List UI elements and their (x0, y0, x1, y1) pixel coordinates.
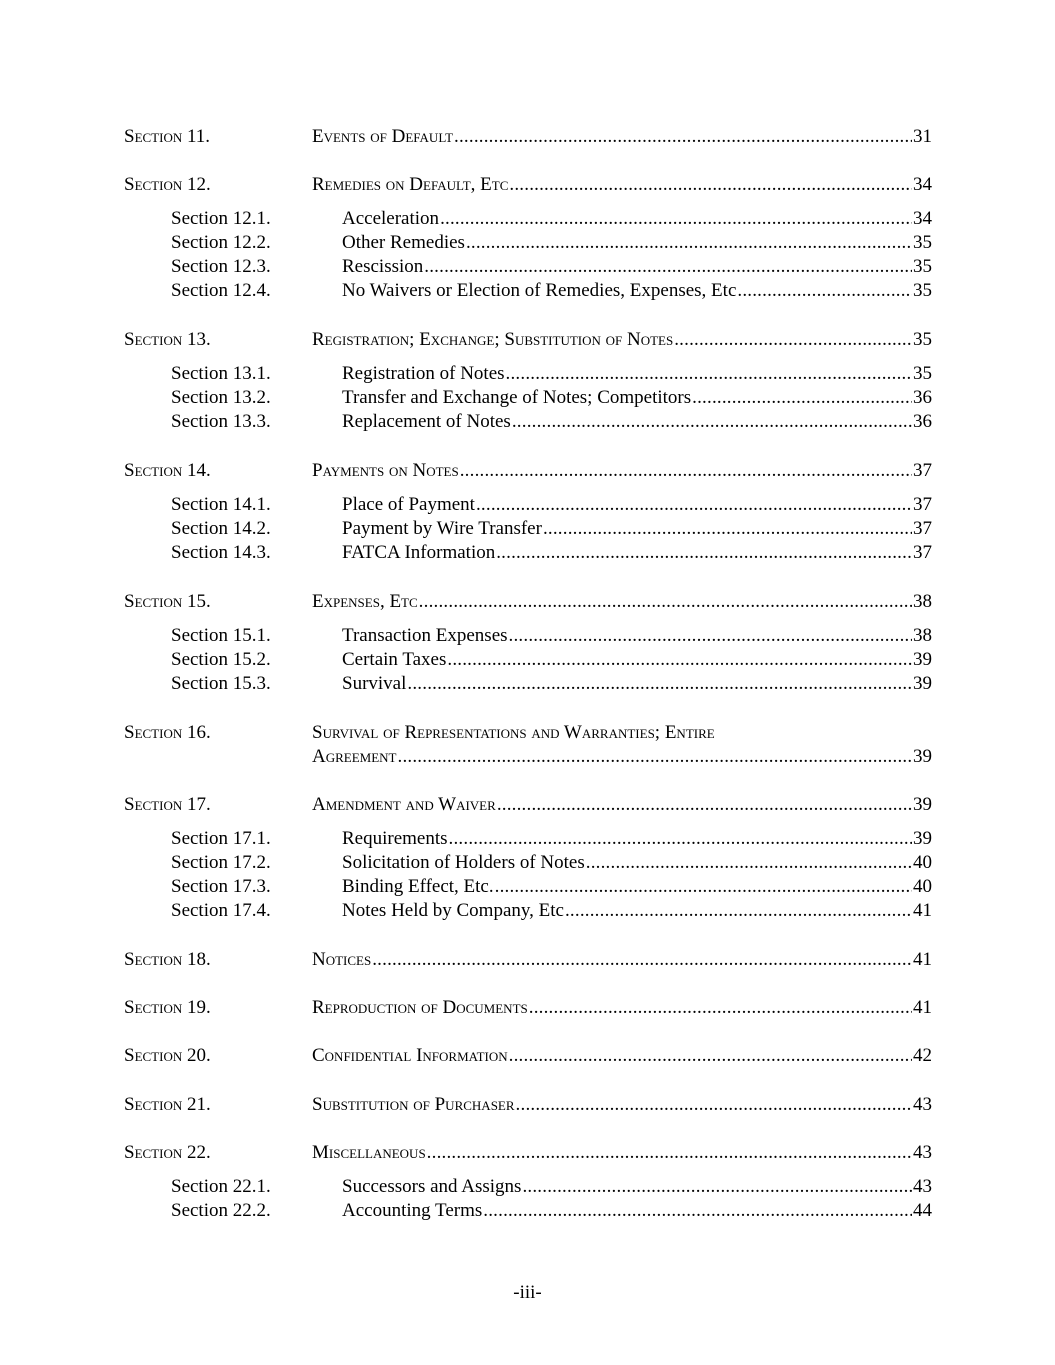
dot-leader (543, 516, 912, 542)
dot-leader (440, 206, 912, 232)
page-number: 37 (913, 494, 932, 515)
section-title-line-1: Survival of Representations and Warranties; Entire (312, 722, 715, 743)
section-title: Payments on Notes (312, 460, 459, 481)
subsection-number: Section 22.1. (171, 1176, 271, 1197)
subsection-title: Payment by Wire Transfer (342, 518, 542, 539)
dot-leader (427, 1140, 912, 1166)
toc-section-11[interactable] (0, 124, 1055, 150)
section-number: Section 20. (124, 1045, 211, 1066)
dot-leader (509, 1043, 912, 1069)
dot-leader (529, 995, 912, 1021)
dot-leader (692, 385, 912, 411)
section-number: Section 21. (124, 1094, 211, 1115)
dot-leader (419, 589, 912, 615)
section-title: Notices (312, 949, 372, 970)
page-number: 38 (913, 625, 932, 646)
toc-section-20[interactable] (0, 1043, 1055, 1069)
page-number: 37 (913, 460, 932, 481)
page-number: 39 (913, 673, 932, 694)
dot-leader (454, 124, 912, 150)
toc-subsection-13-1[interactable] (0, 361, 1055, 387)
page-number: 36 (913, 411, 932, 432)
toc-subsection-14-3[interactable] (0, 540, 1055, 566)
section-title: Remedies on Default, Etc (312, 174, 509, 195)
subsection-number: Section 12.3. (171, 256, 271, 277)
dot-leader (565, 898, 912, 924)
page-number: 43 (913, 1142, 932, 1163)
subsection-title: Notes Held by Company, Etc (342, 900, 564, 921)
section-number: Section 13. (124, 329, 211, 350)
dot-leader (509, 623, 912, 649)
page-number: 39 (913, 746, 932, 767)
toc-subsection-15-2[interactable] (0, 647, 1055, 673)
toc-subsection-22-2[interactable] (0, 1198, 1055, 1224)
page-number: 37 (913, 542, 932, 563)
page-number: 34 (913, 208, 932, 229)
subsection-number: Section 15.1. (171, 625, 271, 646)
page-number: 31 (913, 126, 932, 147)
dot-leader (496, 540, 912, 566)
page-number: 44 (913, 1200, 932, 1221)
subsection-title: Rescission (342, 256, 424, 277)
subsection-number: Section 12.2. (171, 232, 271, 253)
toc-section-13[interactable] (0, 327, 1055, 353)
page-number: 35 (913, 329, 932, 350)
toc-subsection-12-2[interactable] (0, 230, 1055, 256)
page-number: 34 (913, 174, 932, 195)
toc-subsection-12-4[interactable] (0, 278, 1055, 304)
toc-subsection-22-1[interactable] (0, 1174, 1055, 1200)
subsection-number: Section 15.3. (171, 673, 271, 694)
toc-section-16-continued[interactable] (0, 744, 1055, 770)
dot-leader (398, 744, 913, 770)
toc-subsection-12-1[interactable] (0, 206, 1055, 232)
dot-leader (483, 1198, 912, 1224)
page-number: 35 (913, 256, 932, 277)
page-number: 43 (913, 1176, 932, 1197)
page-number: 40 (913, 876, 932, 897)
subsection-title: Survival (342, 673, 407, 694)
subsection-number: Section 13.2. (171, 387, 271, 408)
section-number: Section 16. (124, 722, 211, 743)
subsection-number: Section 17.2. (171, 852, 271, 873)
subsection-title: FATCA Information (342, 542, 496, 563)
page-number: 36 (913, 387, 932, 408)
page-number: 43 (913, 1094, 932, 1115)
toc-subsection-17-1[interactable] (0, 826, 1055, 852)
subsection-title: Transfer and Exchange of Notes; Competitors (342, 387, 692, 408)
section-number: Section 15. (124, 591, 211, 612)
section-number: Section 11. (124, 126, 211, 147)
subsection-number: Section 14.1. (171, 494, 271, 515)
page-number: 39 (913, 828, 932, 849)
subsection-title: Place of Payment (342, 494, 475, 515)
section-number: Section 19. (124, 997, 211, 1018)
toc-subsection-13-2[interactable] (0, 385, 1055, 411)
toc-subsection-15-3[interactable] (0, 671, 1055, 697)
dot-leader (737, 278, 912, 304)
dot-leader (495, 874, 912, 900)
toc-section-22[interactable] (0, 1140, 1055, 1166)
subsection-title: Registration of Notes (342, 363, 505, 384)
section-title: Miscellaneous (312, 1142, 426, 1163)
page-number: 40 (913, 852, 932, 873)
dot-leader (506, 361, 912, 387)
toc-section-16[interactable] (0, 720, 1055, 746)
subsection-number: Section 13.3. (171, 411, 271, 432)
page-footer-number: -iii- (513, 1282, 542, 1303)
subsection-number: Section 22.2. (171, 1200, 271, 1221)
dot-leader (674, 327, 912, 353)
page-number: 39 (913, 794, 932, 815)
page-number: 35 (913, 363, 932, 384)
toc-section-21[interactable] (0, 1092, 1055, 1118)
toc-subsection-17-4[interactable] (0, 898, 1055, 924)
dot-leader (586, 850, 912, 876)
toc-section-15[interactable] (0, 589, 1055, 615)
section-title: Reproduction of Documents (312, 997, 528, 1018)
dot-leader (424, 254, 912, 280)
subsection-title: Other Remedies (342, 232, 465, 253)
page-number: 41 (913, 997, 932, 1018)
subsection-title: Replacement of Notes (342, 411, 511, 432)
section-title: Substitution of Purchaser (312, 1094, 515, 1115)
toc-section-14[interactable] (0, 458, 1055, 484)
dot-leader (372, 947, 912, 973)
toc-subsection-17-2[interactable] (0, 850, 1055, 876)
page-number: 41 (913, 949, 932, 970)
dot-leader (466, 230, 912, 256)
subsection-number: Section 17.3. (171, 876, 271, 897)
toc-subsection-12-3[interactable] (0, 254, 1055, 280)
section-number: Section 14. (124, 460, 211, 481)
subsection-title: Transaction Expenses (342, 625, 508, 646)
section-title: Events of Default (312, 126, 454, 147)
section-title: Registration; Exchange; Substitution of Notes (312, 329, 674, 350)
dot-leader (516, 1092, 912, 1118)
subsection-number: Section 14.3. (171, 542, 271, 563)
dot-leader (512, 409, 912, 435)
subsection-number: Section 14.2. (171, 518, 271, 539)
subsection-title: Requirements (342, 828, 448, 849)
dot-leader (509, 172, 912, 198)
toc-section-17[interactable] (0, 792, 1055, 818)
toc-subsection-14-1[interactable] (0, 492, 1055, 518)
page-number: 35 (913, 280, 932, 301)
subsection-title: No Waivers or Election of Remedies, Expenses, Etc (342, 280, 737, 301)
subsection-number: Section 15.2. (171, 649, 271, 670)
section-number: Section 22. (124, 1142, 211, 1163)
subsection-number: Section 17.1. (171, 828, 271, 849)
dot-leader (522, 1174, 912, 1200)
section-title: Confidential Information (312, 1045, 508, 1066)
page-number: 38 (913, 591, 932, 612)
section-title: Expenses, Etc (312, 591, 418, 612)
page-number: 42 (913, 1045, 932, 1066)
section-number: Section 12. (124, 174, 211, 195)
page-number: 41 (913, 900, 932, 921)
dot-leader (497, 792, 912, 818)
dot-leader (449, 826, 912, 852)
subsection-title: Binding Effect, Etc. (342, 876, 494, 897)
section-title: Amendment and Waiver (312, 794, 496, 815)
page-number: 37 (913, 518, 932, 539)
subsection-title: Accounting Terms (342, 1200, 483, 1221)
subsection-title: Acceleration (342, 208, 440, 229)
dot-leader (476, 492, 912, 518)
toc-subsection-15-1[interactable] (0, 623, 1055, 649)
toc-section-12[interactable] (0, 172, 1055, 198)
dot-leader (407, 671, 912, 697)
subsection-number: Section 13.1. (171, 363, 271, 384)
section-title-line-2: Agreement (312, 746, 397, 767)
subsection-title: Successors and Assigns (342, 1176, 522, 1197)
subsection-title: Solicitation of Holders of Notes (342, 852, 585, 873)
page-number: 39 (913, 649, 932, 670)
toc-subsection-14-2[interactable] (0, 516, 1055, 542)
page-number: 35 (913, 232, 932, 253)
dot-leader (447, 647, 912, 673)
subsection-number: Section 12.4. (171, 280, 271, 301)
subsection-title: Certain Taxes (342, 649, 447, 670)
section-number: Section 17. (124, 794, 211, 815)
toc-section-18[interactable] (0, 947, 1055, 973)
dot-leader (460, 458, 912, 484)
toc-section-19[interactable] (0, 995, 1055, 1021)
subsection-number: Section 17.4. (171, 900, 271, 921)
section-number: Section 18. (124, 949, 211, 970)
subsection-number: Section 12.1. (171, 208, 271, 229)
toc-subsection-13-3[interactable] (0, 409, 1055, 435)
toc-subsection-17-3[interactable] (0, 874, 1055, 900)
